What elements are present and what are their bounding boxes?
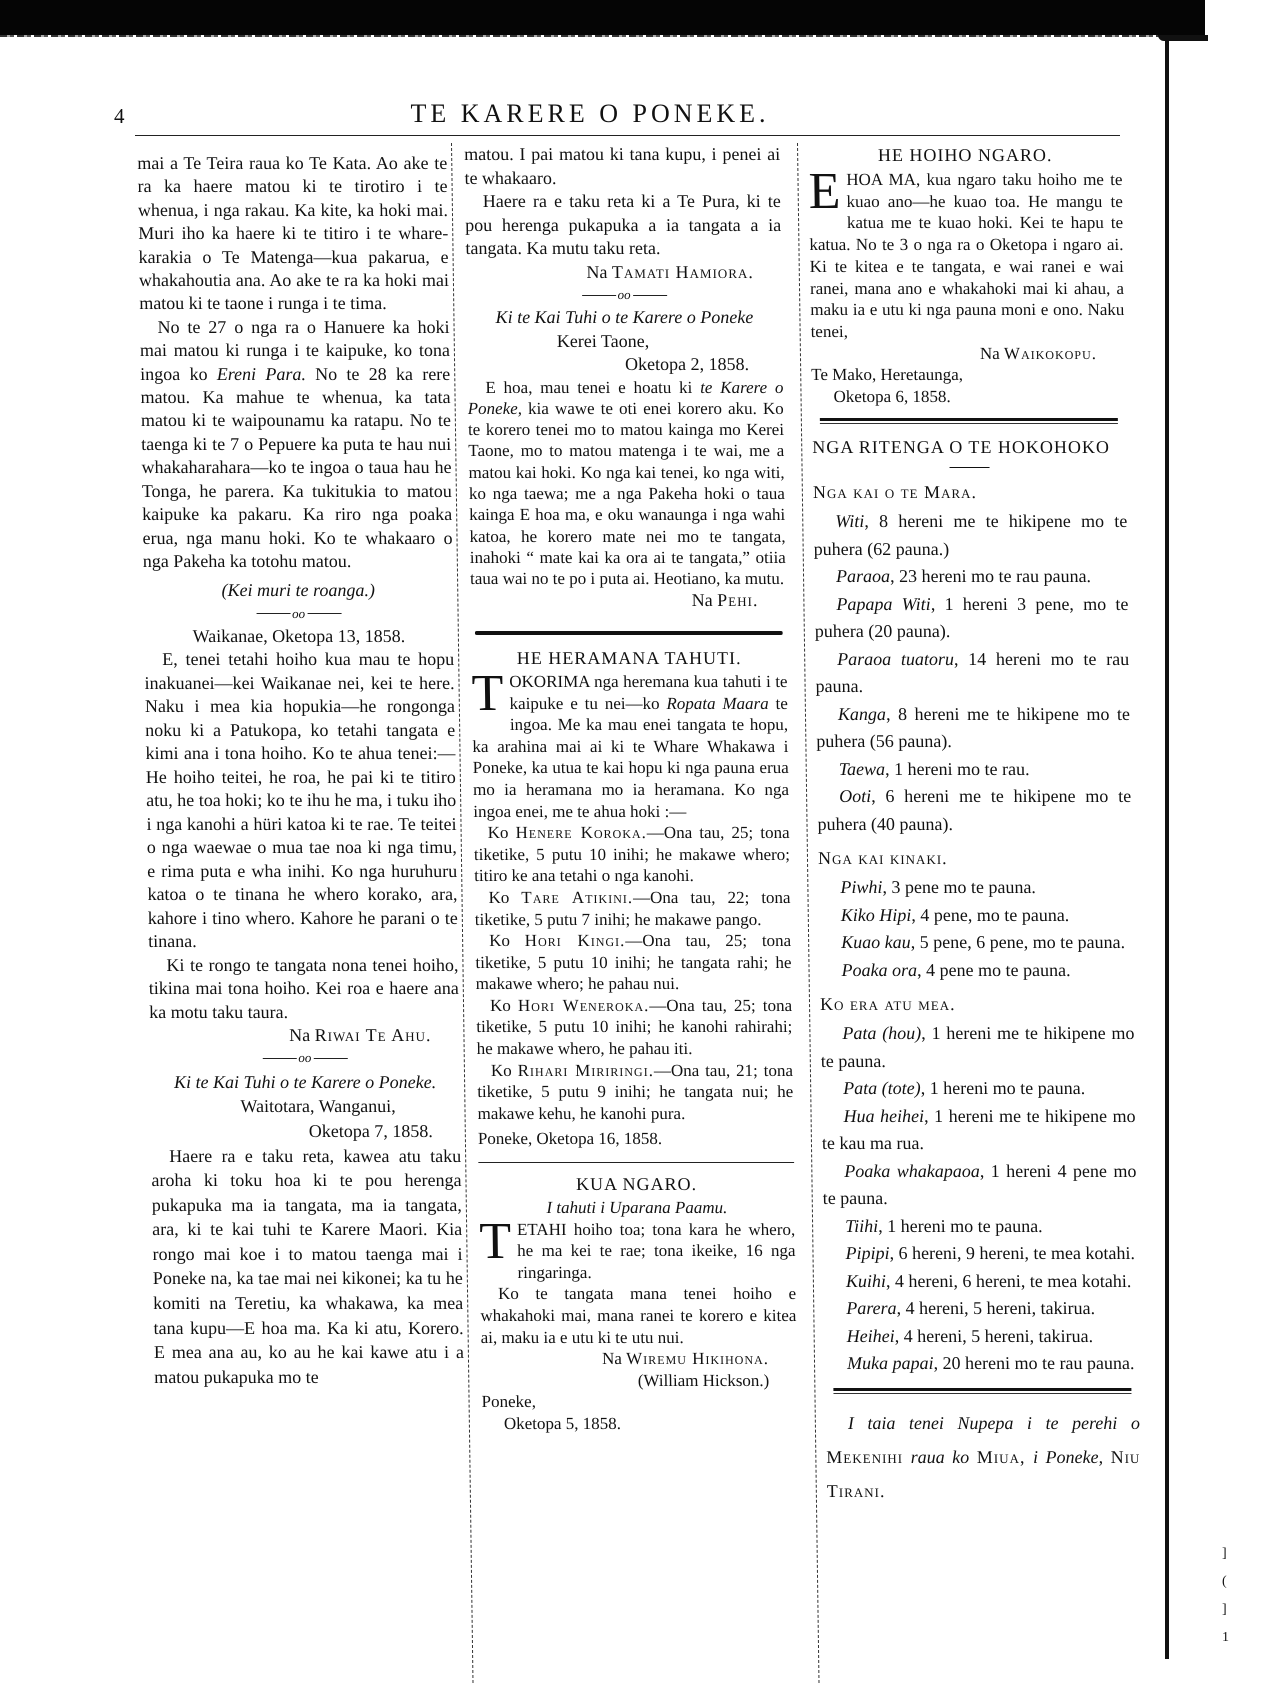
heavy-rule <box>475 631 783 635</box>
italic-text: raua ko <box>902 1446 977 1467</box>
italic-text: Papapa Witi <box>836 593 931 614</box>
text-run: , 1 hereni mo te pauna. <box>878 1215 1043 1236</box>
text-run: kia wawe te oti enei korero aku. Ko te korero tenei mo to matou kainga mo Kerei Taone, mo to matou matenga i te wai, me a matou kai hoki. Ko nga kai tenei, ko nga witi, ko nga taewa; me a nga Pakeha hoki o taua kainga E hoa ma, e oku wanaunga i nga wahi katoa, he korero mate nei mo te tangata, inahoki “ mate kai ka ora ai te tangata,” otiia taua wai no te po i puta ai. Heotiano, ka mutu. <box>467 398 786 589</box>
article <box>478 1162 798 1435</box>
text-run: E hoa, mau tenei e hoatu ki <box>485 377 701 397</box>
article <box>464 143 782 284</box>
address <box>466 306 782 330</box>
article <box>466 284 787 613</box>
date <box>151 1119 461 1144</box>
text-run: No te 27 o nga ra o Hanuere ka hoki mai matou ki runga i te kaipuke, ko tona ingoa ko <box>139 316 451 384</box>
text-run: Oketopa 7, 1858. <box>308 1120 433 1141</box>
price-item <box>814 591 1129 646</box>
section-label <box>813 478 1127 506</box>
text-run: Ko <box>488 887 522 907</box>
text-run: Ko te tangata mana tenei hoiho e whakahoki mai, mana ranei te korero e kitea ai, maku ia e utu ki te utu nui. <box>480 1284 797 1347</box>
italic-text: Pata (tote) <box>843 1078 921 1099</box>
text-run: oo <box>617 287 631 303</box>
price-item <box>824 1323 1138 1351</box>
italic-text: Pata (hou) <box>842 1023 922 1044</box>
small-caps-text: Miua, <box>976 1446 1026 1467</box>
place <box>150 1094 460 1119</box>
text-run: —Ona tau, 22; tona tiketike, 5 putu 7 inihi; he makawe pango. <box>474 887 791 929</box>
price-item <box>823 1213 1137 1241</box>
small-caps-text: Hori Weneroka. <box>517 995 650 1015</box>
italic-text: Heihei <box>846 1325 895 1346</box>
italic-text: Kiko Hipi <box>840 904 912 925</box>
text-run: , 8 hereni me te hikipene mo te puhera (56 pauna). <box>816 703 1131 752</box>
small-caps-text: Waikokopu. <box>1003 343 1098 363</box>
text-run: oo <box>298 1050 312 1066</box>
text-run: Haere ra e taku reta ki a Te Pura, ki te pou herenga pukapuka a ia tangata a ia tangata. Ka mutu taku reta. <box>464 191 782 258</box>
text-run: Na <box>289 1025 315 1046</box>
price-item <box>815 646 1130 701</box>
article <box>808 141 1126 408</box>
italic-text: Kuihi <box>845 1270 887 1291</box>
small-caps-text: Mekenihi <box>826 1446 904 1467</box>
paragraph <box>139 316 453 573</box>
margin-mark: ] <box>1222 1546 1227 1561</box>
price-item <box>813 508 1128 563</box>
text-run: , 8 hereni me te hikipene mo te puhera (62 pauna.) <box>813 511 1128 559</box>
text-run: KUA NGARO. <box>575 1174 698 1195</box>
text-run: —Ona tau, 25; tona tiketike, 5 putu 10 inihi; he tangata rahi; he makawe whero; he pahau nui. <box>475 931 792 994</box>
italic-text: Poaka whakapaoa <box>844 1160 980 1181</box>
italic-text: Pipipi <box>845 1243 890 1264</box>
italic-text: Hua heihei <box>843 1105 925 1126</box>
text-run: mai a Te Teira raua ko Te Kata. Ao ake te ra ka haere matou ki te tirotiro i te whenua, i nga rakau. Ka kite, ka hoki mai. Muri iho ka haere ki te titiro i te whare-karakia o Te Matenga—kua pakarua, e whakahoutia ana. Ao ake te ra ka hoki mai matou ki te taone i runga i te tima. <box>137 153 450 314</box>
margin-mark: ( <box>1222 1574 1227 1589</box>
price-item <box>818 874 1132 902</box>
double-rule <box>833 1388 1131 1394</box>
price-item <box>817 783 1132 838</box>
text-run: Ko era atu mea. <box>819 994 956 1015</box>
text-run: , 14 hereni mo te rau pauna. <box>815 648 1130 697</box>
text-run: Ko <box>489 931 525 951</box>
text-run: , 23 hereni mo te rau pauna. <box>889 566 1092 587</box>
address <box>150 1070 460 1095</box>
text-run: te ingoa. Me ka mau enei tangata te hopu, ka arahina mai ai ki te Whare Whakawa i Poneke, ka utua te kai hopu ki nga pauna erua mo ia heramana mo ia heramana. Ko nga ingoa enei, me te ahua hoki :— <box>472 693 790 821</box>
drop-cap: E <box>808 163 841 220</box>
text-run: Poneke, Oketopa 16, 1858. <box>477 1129 663 1149</box>
text-run: Ko <box>490 1060 518 1080</box>
text-run: matou. I pai matou ki tana kupu, i penei ai te whakaaro. <box>464 144 781 188</box>
italic-text: Paraoa <box>835 566 891 587</box>
signature <box>481 1370 797 1392</box>
paragraph <box>467 377 786 590</box>
text-run: OKORIMA nga heremana kua tahuti i te kaipuke e tu nei—ko <box>509 671 788 713</box>
text-run: , 6 hereni, 9 hereni, te mea kotahi. <box>889 1243 1136 1264</box>
small-caps-text: Tare Atikini. <box>521 887 634 907</box>
italic-text: Ropata Maara <box>666 693 769 713</box>
text-run: Na <box>586 261 613 282</box>
italic-text: Parera <box>846 1298 897 1319</box>
italic-text: Tiihi <box>844 1215 879 1236</box>
heading <box>812 436 1126 460</box>
price-item <box>817 756 1131 784</box>
heading <box>471 645 787 671</box>
text-run: , 4 pene, mo te pauna. <box>911 904 1070 925</box>
text-run: , 4 hereni, 5 hereni, takirua. <box>896 1298 1096 1319</box>
next-page-bleed-marks <box>1222 1540 1234 1652</box>
italic-text: i Poneke, <box>1025 1446 1111 1467</box>
italic-text: Witi <box>835 511 865 532</box>
price-item <box>819 902 1133 930</box>
rule <box>478 1162 794 1163</box>
paragraph <box>151 1144 464 1390</box>
text-run: NGA RITENGA O TE HOKOHOKO <box>812 436 1111 457</box>
text-run: , 6 hereni me te hikipene mo te puhera (40 pauna). <box>817 786 1132 834</box>
signature <box>466 261 782 285</box>
paragraph <box>476 995 793 1060</box>
paragraph <box>465 190 782 261</box>
italic-text: Kanga <box>837 703 887 724</box>
newspaper-title: TE KARERE O PONEKE. <box>410 99 770 128</box>
text-run: Waikanae, Oketopa 13, 1858. <box>192 625 406 646</box>
paragraph <box>148 954 459 1025</box>
text-run: Ki te Kai Tuhi o te Karere o Poneke. <box>173 1071 437 1092</box>
paragraph-cont <box>471 664 790 822</box>
italic-text: Paraoa tuatoru <box>837 648 955 669</box>
dateline-center <box>144 625 454 649</box>
small-caps-text: Henere Koroka. <box>515 823 647 843</box>
italic-text: Ereni Para. <box>216 363 307 384</box>
price-item <box>823 1240 1137 1268</box>
separator <box>150 1048 460 1070</box>
paragraph <box>480 1283 797 1348</box>
text-run: (William Hickson.) <box>637 1370 770 1390</box>
text-run: —Ona tau, 25; tona tiketike, 5 putu 10 inihi; he kanohi rahirahi; he makawe whero, he pahau iti. <box>476 995 793 1059</box>
separator <box>466 284 782 306</box>
text-run: , 1 hereni 4 pene mo te pauna. <box>822 1160 1137 1209</box>
margin-mark: ] <box>1222 1602 1227 1617</box>
price-item <box>819 957 1133 985</box>
small-caps-text: Tamati Hamiora. <box>611 261 754 282</box>
text-run: Te Mako, Heretaunga, <box>811 365 964 385</box>
imprint <box>826 1406 1141 1508</box>
place-left <box>481 1391 797 1413</box>
signature <box>811 343 1125 365</box>
price-item <box>814 563 1128 591</box>
text-run: , 5 pene, 6 pene, mo te pauna. <box>910 932 1126 953</box>
text-run: , 4 hereni, 6 hereni, te mea kotahi. <box>885 1270 1132 1291</box>
price-item <box>819 929 1133 957</box>
paragraph <box>477 1060 794 1125</box>
text-run: Oketopa 5, 1858. <box>503 1413 622 1433</box>
place-left <box>811 364 1125 386</box>
text-run: No te 28 ka rere matou. Ka mahue te whenua, ka tata matou ki te waipounamu ka ratapu. No te taenga ki te 7 o Pepuere ka puta te hau nui whakaharahara—ko te ingoa o taua hau he Tonga, he parera. Ka tukitukia to matou kaipuke ka pakaru. Ka riro nga poaka erua, nga manu hoki. Ko te whakaaro o nga Pakeha ka totohu matou. <box>140 363 453 571</box>
text-run: Oketopa 2, 1858. <box>624 354 750 374</box>
paragraph-cont <box>478 1212 796 1284</box>
paragraph-cont <box>808 163 1125 343</box>
column-2 <box>464 143 802 1683</box>
price-item <box>824 1268 1138 1296</box>
section-label <box>820 990 1134 1018</box>
text-run: Poneke, <box>481 1392 537 1412</box>
text-run: Ki te Kai Tuhi o te Karere o Poneke <box>495 307 754 327</box>
italic-text: Taewa <box>838 758 886 779</box>
section-label <box>818 844 1132 872</box>
text-run: Nga kai o te Mara. <box>812 482 978 503</box>
italic-text: Piwhi <box>840 877 883 898</box>
date-indent <box>482 1413 798 1435</box>
text-run: HE HERAMANA TAHUTI. <box>516 647 742 668</box>
italic-text: Kuao kau <box>841 932 911 953</box>
text-run: , 3 pene mo te pauna. <box>882 877 1036 898</box>
text-run: —Ona tau, 25; tona tiketike, 5 putu 10 inihi; he makawe whero; titiro ke ana tetahi o nga kanohi. <box>473 823 791 886</box>
text-run: Na <box>691 590 718 611</box>
text-run: , 1 hereni mo te rau. <box>884 758 1030 779</box>
drop-cap: T <box>478 1212 512 1270</box>
text-run: E, tenei tetahi hoiho kua mau te hopu inakuanei—kei Waikanae nei, kei te here. Naku i mea kia hopukia—he rongonga noku ki a Patukopa, ko tetahi tangata e kimi ana i tona hoiho. Ko te ahua tenei:—He hoiho teitei, he roa, he pai ki te titiro atu, he toa hoki; ko te ihu he ma, i tuku iho i nga kanohi a hüri katoa ki te rae. Te teitei o nga waewae o mua tae noa ki nga timu, e rima puta e wha inihi. Ko nga huruhuru katoa o te tinana he whero korako, ara, kahore i tino whero. Kahore he parani o te tinana. <box>144 649 458 952</box>
price-item <box>816 701 1131 756</box>
text-run: ETAHI hoiho toa; tona kara he whero, he ma kei te rae; tona ikeike, 16 nga ringaringa. <box>516 1219 796 1282</box>
price-item <box>820 1020 1135 1075</box>
date-indent <box>811 386 1125 408</box>
heading <box>478 1171 794 1197</box>
small-caps-text: Rihari Miriringi. <box>517 1060 655 1080</box>
small-caps-text: Riwai Te Ahu. <box>314 1025 432 1046</box>
article <box>137 152 453 603</box>
date <box>467 353 783 377</box>
price-item <box>824 1295 1138 1323</box>
separator <box>143 603 453 625</box>
italic-text: Poaka ora <box>841 959 918 980</box>
article <box>150 1048 465 1390</box>
text-run: —Ona tau, 21; tona tiketike, 5 putu 9 inihi; he tangata nui; he makawe kehu, he kanohi pura. <box>477 1060 794 1123</box>
price-item <box>822 1158 1137 1213</box>
text-run: Ki te rongo te tangata nona tenei hoiho, tikina mai tona hoiho. Kei roa e haere ana ka motu taku taura. <box>148 954 459 1022</box>
text-run: Haere ra e taku reta, kawea atu taku aroha ki toku hoa ki te pou herenga pukapuka ma ia tangata, ma ia tangata, ara, ki te kai tuhi te Karere Maori. Kia rongo mai koe i to matou taenga mai i Poneke na, ka tae mai nei kikonei; ka tu he komiti na Teretiu, ka whakawa, ka mea tana kupu—E hoa ma. Ka ki atu, Korero. E mea ana au, ko au he kai kawe atu i a matou pukapuka mo te <box>151 1145 465 1387</box>
text-run: Ko <box>489 995 519 1015</box>
price-item <box>821 1075 1135 1103</box>
text-run: oo <box>291 605 306 621</box>
signature <box>481 1348 797 1370</box>
text-run: Kerei Taone, <box>556 330 650 351</box>
text-run: Nga kai kinaki. <box>817 848 948 869</box>
paragraph <box>144 648 458 954</box>
small-caps-text: Hori Kingi. <box>524 931 626 951</box>
short-rule <box>950 467 990 468</box>
text-run: Ko <box>487 823 516 843</box>
heading <box>808 141 1122 169</box>
paragraph-cont <box>464 143 781 190</box>
text-run: , 1 hereni 3 pene, mo te puhera (20 pauna). <box>814 593 1129 642</box>
column-1 <box>137 152 469 1692</box>
italic-text: Muka papai <box>846 1353 934 1374</box>
margin-mark: 1 <box>1222 1630 1229 1645</box>
place <box>467 330 783 354</box>
text-run: , 4 hereni, 5 hereni, takirua. <box>894 1325 1094 1346</box>
article <box>471 631 794 1150</box>
column-3 <box>808 141 1144 1681</box>
drop-cap: T <box>471 664 504 722</box>
text-run: Oketopa 6, 1858. <box>833 387 951 407</box>
price-item <box>821 1103 1136 1158</box>
text-run: , 1 hereni mo te pauna. <box>920 1078 1086 1099</box>
italic-text: I taia tenei Nupepa i te perehi o <box>847 1412 1141 1433</box>
italic-text: te Karere o Poneke, <box>467 377 784 418</box>
paragraph <box>474 887 791 930</box>
text-run: HE HOIHO NGARO. <box>877 145 1053 165</box>
dateline-left <box>478 1128 794 1150</box>
price-item <box>825 1350 1139 1378</box>
small-caps-text: Wiremu Hikihona. <box>626 1349 770 1369</box>
italic-text: Ooti <box>838 786 872 807</box>
small-caps-text: Niu Tirani. <box>826 1446 1141 1501</box>
text-run: Na <box>979 343 1005 363</box>
double-rule <box>820 418 1118 424</box>
paragraph <box>475 930 792 995</box>
paragraph <box>473 822 790 887</box>
text-run: I tahuti i Uparana Paamu. <box>546 1198 728 1218</box>
subheading <box>479 1197 795 1219</box>
paragraph-cont <box>137 152 449 316</box>
continued-note <box>143 579 453 602</box>
signature <box>149 1024 459 1048</box>
text-run: Waitotara, Wanganui, <box>240 1096 396 1117</box>
signature <box>470 589 786 613</box>
text-run: , 4 pene mo te pauna. <box>916 959 1071 980</box>
small-caps-text: Pehi. <box>717 590 759 611</box>
text-run: (Kei muri te roanga.) <box>221 580 376 601</box>
page-number: 4 <box>114 104 125 128</box>
text-run: , 1 hereni me te hikipene mo te kau ma rua. <box>821 1105 1136 1154</box>
text-run: , 20 hereni mo te rau pauna. <box>933 1353 1135 1374</box>
article <box>812 418 1139 1378</box>
text-run: Na <box>601 1349 627 1369</box>
text-run: HOA MA, kua ngaro taku hoiho me te kuao ano—he kuao toa. He mangu te katua me te kuao hoki. Kei te hapu te katua. No te 3 o nga ra o Oketopa i ngaro ai. Ki te kitea e te tangata, e wai ranei e wai ranei, mana ano e whakahoki mai ki ahau, a maku ia e utu ki nga pauna moni e ono. Naku tenei, <box>809 170 1125 341</box>
text-run: , 1 hereni me te hikipene mo te pauna. <box>820 1023 1135 1071</box>
article <box>143 603 459 1048</box>
article <box>825 1388 1141 1508</box>
